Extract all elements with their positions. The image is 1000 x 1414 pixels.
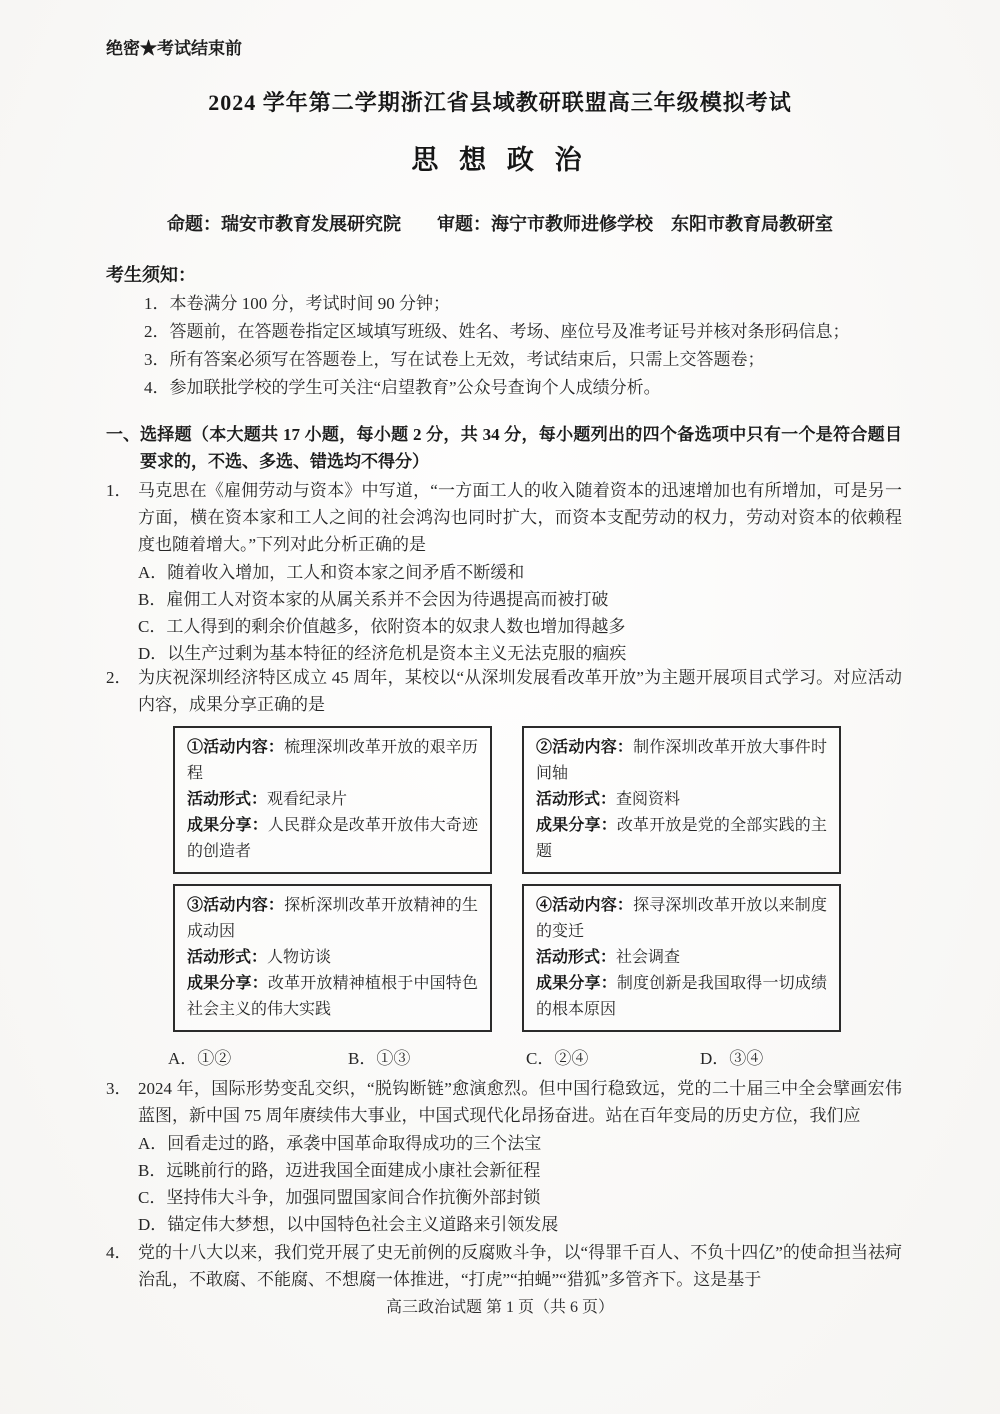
card-content-label: ③活动内容：: [187, 897, 285, 914]
question-number: 1．: [106, 481, 132, 500]
card-form-label: 活动形式：: [536, 949, 617, 966]
option-a: A．随着收入增加，工人和资本家之间矛盾不断缓和: [138, 563, 525, 582]
card-form-label: 活动形式：: [187, 949, 268, 966]
card-content-line: [187, 735, 478, 787]
notice-item: 4．参加联批学校的学生可关注“启望教育”公众号查询个人成绩分析。: [144, 378, 661, 397]
answer-choices-row: [168, 1045, 902, 1072]
card-share-line: [536, 813, 827, 865]
card-share-line: [536, 971, 827, 1023]
candidate-notice: [106, 260, 906, 402]
activity-cards-grid: [173, 726, 841, 1032]
card-content-text: 制作深圳改革开放大事件时间轴: [536, 739, 827, 782]
question-stem: 2024 年，国际形势变乱交织，“脱钩断链”愈演愈烈。但中国行稳致远，党的二十届三中全会擘画宏伟蓝图，新中国 75 周年赓续伟大事业，中国式现代化昂扬奋进。站在百年变局的历史方位，我们应: [138, 1079, 902, 1125]
notice-item: 2．答题前，在答题卷指定区域填写班级、姓名、考场、座位号及准考证号并核对条形码信息；: [144, 322, 850, 341]
option-d: D．以生产过剩为基本特征的经济危机是资本主义无法克服的痼疾: [138, 644, 627, 663]
activity-card-1: [173, 726, 492, 874]
section-marker: 一、: [106, 425, 140, 444]
card-share-line: [187, 971, 478, 1023]
question-2: [106, 664, 906, 1072]
question-4: [106, 1239, 906, 1293]
notice-heading: 考生须知：: [106, 265, 196, 285]
card-share-text: 改革开放是党的全部实践的主题: [536, 817, 827, 860]
notice-item: 3．所有答案必须写在答题卷上，写在试卷上无效，考试结束后，只需上交答题卷；: [144, 350, 765, 369]
question-number: 4．: [106, 1243, 132, 1262]
question-number: 2．: [106, 668, 132, 687]
option-b: B．远眺前行的路，迈进我国全面建成小康社会新征程: [138, 1161, 541, 1180]
card-form-text: 查阅资料: [616, 791, 681, 808]
card-form-line: [536, 945, 827, 971]
card-form-text: 观看纪录片: [267, 791, 348, 808]
option-c: C．坚持伟大斗争，加强同盟国家间合作抗衡外部封锁: [138, 1188, 541, 1207]
question-3: [106, 1075, 906, 1238]
option-a: A．①②: [168, 1049, 232, 1068]
card-content-label: ①活动内容：: [187, 739, 285, 756]
subject-title: 思 想 政 治: [411, 145, 589, 175]
option-b: B．雇佣工人对资本家的从属关系并不会因为待遇提高而被打破: [138, 590, 609, 609]
section-heading-text: 选择题（本大题共 17 小题，每小题 2 分，共 34 分，每小题列出的四个备选项中只有一个是符合题目要求的，不选、多选、错选均不得分）: [140, 425, 902, 471]
card-content-line: [536, 735, 827, 787]
card-form-label: 活动形式：: [187, 791, 268, 808]
card-share-text: 制度创新是我国取得一切成绩的根本原因: [536, 975, 827, 1018]
page-footer: 高三政治试题 第 1 页（共 6 页）: [385, 1299, 614, 1316]
section-one-heading: [106, 421, 906, 475]
activity-card-2: [522, 726, 841, 874]
question-stem: 马克思在《雇佣劳动与资本》中写道，“一方面工人的收入随着资本的迅速增加也有所增加，可是另一方面，横在资本家和工人之间的社会鸿沟也同时扩大，而资本支配劳动的权力，劳动对资本的依赖程度也随着增大。”下列对此分析正确的是: [138, 481, 902, 554]
card-form-line: [536, 787, 827, 813]
option-c: C．工人得到的剩余价值越多，依附资本的奴隶人数也增加得越多: [138, 617, 626, 636]
option-c: C．②④: [526, 1049, 589, 1068]
security-classification-label: 绝密★考试结束前: [106, 39, 242, 58]
card-content-line: [536, 893, 827, 945]
question-stem: 为庆祝深圳经济特区成立 45 周年，某校以“从深圳发展看改革开放”为主题开展项目式学习。对应活动内容，成果分享正确的是: [138, 668, 902, 714]
card-content-label: ②活动内容：: [536, 739, 634, 756]
option-b: B．①③: [348, 1049, 411, 1068]
option-a: A．回看走过的路，承袭中国革命取得成功的三个法宝: [138, 1134, 542, 1153]
card-form-label: 活动形式：: [536, 791, 617, 808]
card-share-label: 成果分享：: [187, 975, 268, 992]
option-d: D．③④: [700, 1049, 764, 1068]
activity-card-4: [522, 884, 841, 1032]
card-content-text: 探析深圳改革开放精神的生成动因: [187, 897, 478, 940]
exam-title: 2024 学年第二学期浙江省县域教研联盟高三年级模拟考试: [208, 90, 792, 115]
card-content-label: ④活动内容：: [536, 897, 634, 914]
card-share-text: 改革开放精神植根于中国特色社会主义的伟大实践: [187, 975, 478, 1018]
card-content-line: [187, 893, 478, 945]
card-form-line: [187, 945, 478, 971]
activity-card-3: [173, 884, 492, 1032]
card-content-text: 探寻深圳改革开放以来制度的变迁: [536, 897, 827, 940]
question-options: [138, 559, 902, 667]
notice-item: 1．本卷满分 100 分，考试时间 90 分钟；: [144, 294, 450, 313]
question-1: [106, 477, 906, 667]
card-share-line: [187, 813, 478, 865]
card-share-label: 成果分享：: [536, 817, 617, 834]
card-form-text: 社会调查: [616, 949, 681, 966]
question-number: 3．: [106, 1079, 132, 1098]
exam-byline: 命题：瑞安市教育发展研究院 审题：海宁市教师进修学校 东阳市教育局教研室: [167, 214, 833, 234]
card-form-line: [187, 787, 478, 813]
question-stem: 党的十八大以来，我们党开展了史无前例的反腐败斗争，以“得罪千百人、不负十四亿”的使命担当祛疴治乱，不敢腐、不能腐、不想腐一体推进，“打虎”“拍蝇”“猎狐”多管齐下。这是基于: [138, 1243, 902, 1289]
card-form-text: 人物访谈: [267, 949, 332, 966]
card-share-label: 成果分享：: [536, 975, 617, 992]
option-d: D．锚定伟大梦想，以中国特色社会主义道路来引领发展: [138, 1215, 559, 1234]
question-options: [138, 1130, 902, 1238]
card-share-text: 人民群众是改革开放伟大奇迹的创造者: [187, 817, 478, 860]
card-share-label: 成果分享：: [187, 817, 268, 834]
card-content-text: 梳理深圳改革开放的艰辛历程: [187, 739, 478, 782]
